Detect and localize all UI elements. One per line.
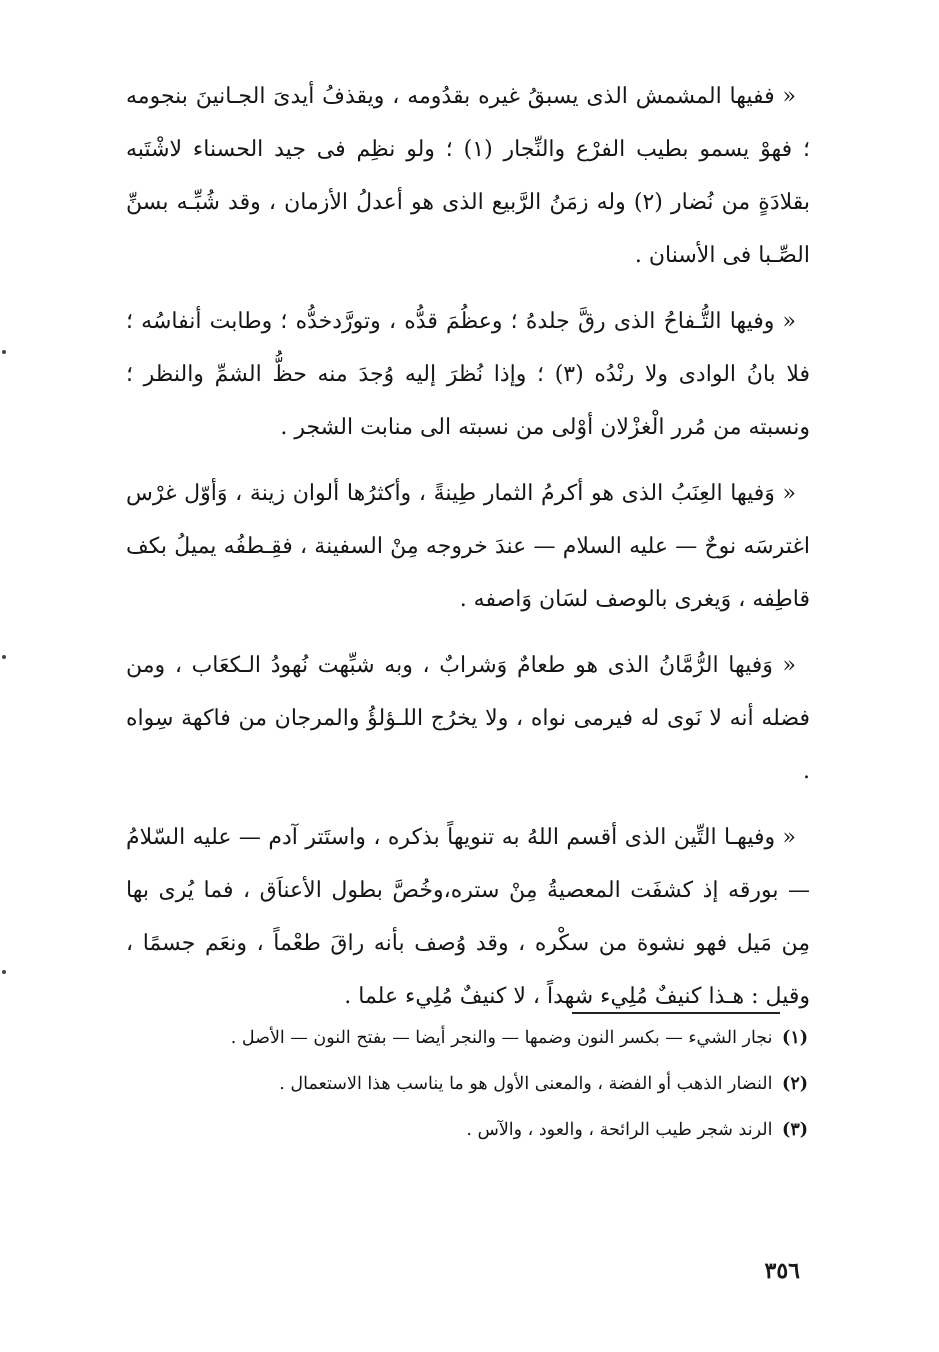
footnote-text: نجار الشيء — بكسر النون وضمها — والنجر أيضا — بفتح النون — الأصل .: [230, 1028, 773, 1048]
footnote-text: النضار الذهب أو الفضة ، والمعنى الأول هو ما يناسب هذا الاستعمال .: [279, 1074, 773, 1094]
footnote-number: (٣): [782, 1120, 808, 1140]
paragraph-apple: « وفيها التُّـفاحُ الذى رقَّ جلدهُ ؛ وعظُمَ قدُّه ، وتورَّدخدُّه ؛ وطابت أنفاسُه ؛ فلا بانُ الوادى ولا رنْدُه (٣) ؛ وإذا نُظرَ إليه وُجدَ منه حظُّ الشمِّ والنظر ؛ ونسبته من مُرر الْغزْلان أوْلى من نسبته الى منابت الشجر .: [126, 309, 810, 440]
paragraph-fig: « وفيهـا التِّين الذى أقسم اللهُ به تنويهاً بذكره ، واستَتر آدم — عليه السّلامُ — بورقه إذ كشفَت المعصيةُ مِنْ ستره،وخُصَّ بطول الأعناَق ، فما يُرى بها مِن مَيل فهو نشوة من سكْره ، وقد وُصف بأنه راقَ طعْماً ، ونعَم جسمًا ، وقيل : هـذا كنيفٌ مُلِيء شهداً ، لا كنيفٌ مُلِيء علما .: [126, 825, 810, 1009]
footnote-number: (١): [782, 1028, 808, 1048]
footnote-1: [132, 1020, 808, 1056]
main-text: [126, 70, 810, 1036]
footnote-text: الرند شجر طيب الرائحة ، والعود ، والآس .: [466, 1120, 773, 1140]
footnote-number: (٢): [782, 1074, 808, 1094]
footnote-divider: [572, 1012, 780, 1014]
page-number: ٣٥٦: [764, 1258, 800, 1284]
scan-mark: [2, 970, 6, 974]
paragraph-pomegranate: « وَفيها الرُّمَّانُ الذى هو طعامٌ وَشرابٌ ، وبه شبِّهت نُهودُ الـكعَاب ، ومن فضله أنه لا نَوى له فيرمى نواه ، ولا يخرُج اللـؤلؤُ والمرجان من فاكهة سِواه .: [126, 653, 810, 784]
paragraph-apricot: « ففيها المشمش الذى يسبقُ غيره بقدُومه ، ويقذفُ أيدىَ الجـانينَ بنجومه ؛ فهوْ يسمو بطيب الفرْع والنِّجار (١) ؛ ولو نظِم فى جيد الحسناء لاشْتَبه بقلادَةٍ من نُضار (٢) وله زمَنُ الرَّبيع الذى هو أعدلُ الأزمان ، وقد شُبِّـه بسنِّ الصِّـبا فى الأسنان .: [126, 84, 811, 268]
scan-mark: [2, 350, 6, 354]
footnote-3: [132, 1112, 808, 1148]
paragraph-grape: « وَفيها العِنَبُ الذى هو أكرمُ الثمار طِينةً ، وأكثرُها ألوان زينة ، وَأوّل غرْس اغترسَه نوحٌ — عليه السلام — عندَ خروجه مِنْ السفينة ، فقِـطفُه يميلُ بكف قاطِفه ، وَيغرى بالوصف لسَان وَاصفه .: [126, 481, 810, 612]
scan-mark: [2, 655, 6, 659]
footnote-2: [132, 1066, 808, 1102]
footnotes: [132, 1020, 808, 1158]
